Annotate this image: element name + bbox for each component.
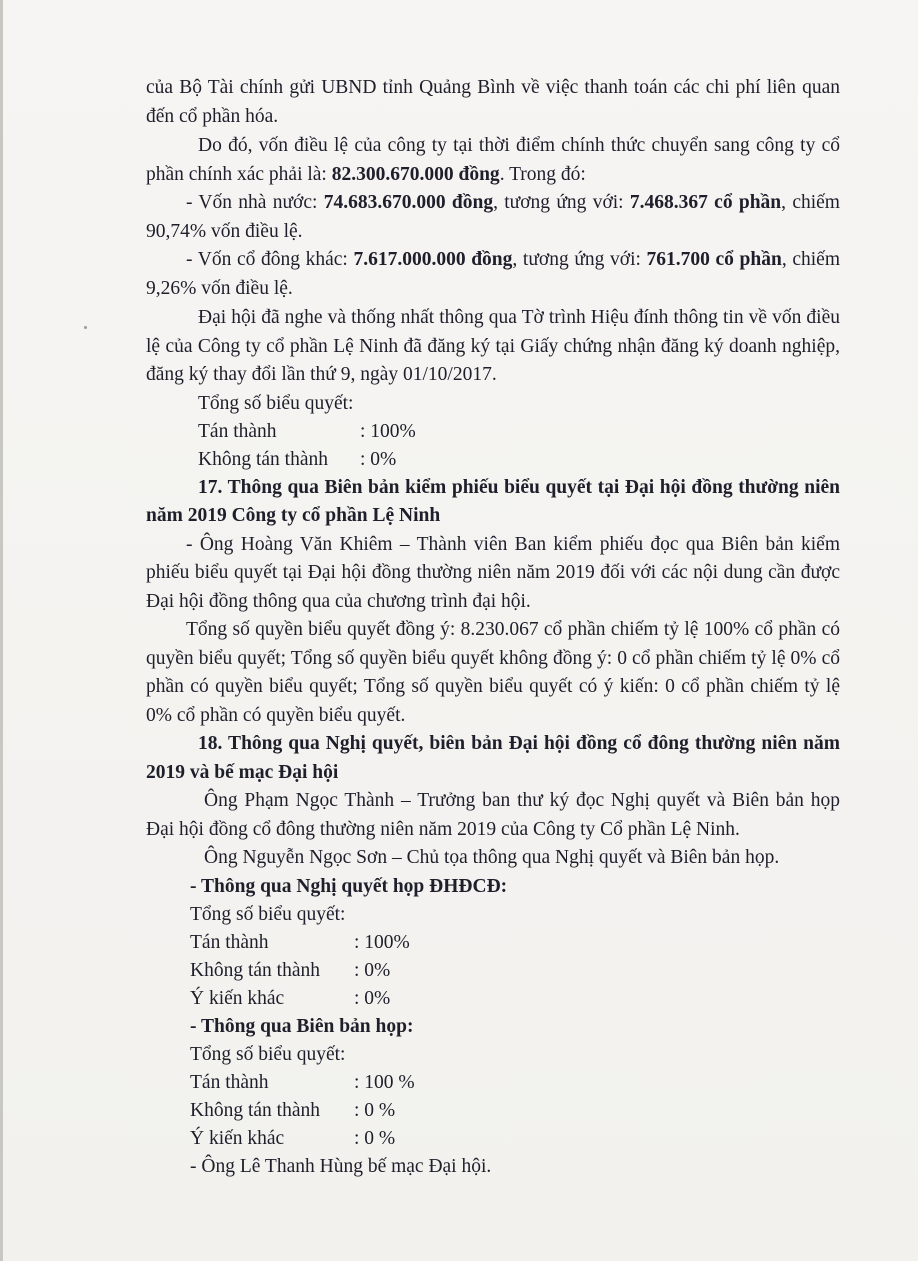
- paragraph-other-capital: [146, 246, 840, 303]
- vote-row-other: [190, 1125, 840, 1153]
- resolution-block: [146, 873, 840, 1181]
- paragraph-state-capital: [146, 189, 840, 246]
- section-17-paragraph-2: Tổng số quyền biểu quyết đồng ý: 8.230.067 cổ phần chiếm tỷ lệ 100% cổ phần có quyền biểu quyết; Tổng số quyền biểu quyết không đồng ý: 0 cổ phần chiếm tỷ lệ 0% cổ phần có quyền biểu quyết; Tổng số quyền biểu quyết có ý kiến: 0 cổ phần chiếm tỷ lệ 0% cổ phần có quyền biểu quyết.: [146, 619, 840, 726]
- vote-value: : 100 %: [354, 1071, 415, 1093]
- vote-label: Tán thành: [198, 420, 277, 442]
- vote-value: : 0%: [360, 448, 397, 470]
- other-capital-shares: 761.700 cổ phần: [646, 249, 782, 270]
- vote-label: Ý kiến khác: [190, 987, 285, 1009]
- vote-row-approve: [190, 929, 840, 957]
- scan-edge: [0, 0, 3, 1261]
- minutes-heading: [190, 1013, 840, 1041]
- closing-line: [190, 1153, 840, 1181]
- vote-value: : 100%: [360, 420, 416, 442]
- charter-capital-amount: 82.300.670.000 đồng: [331, 163, 500, 185]
- section-17-heading: 17. Thông qua Biên bản kiểm phiếu biểu quyết tại Đại hội đồng thường niên năm 2019 Công ty cổ phần Lệ Ninh: [146, 476, 840, 526]
- vote-title: [190, 901, 840, 929]
- vote-value: : 100%: [354, 931, 410, 953]
- vote-title: [198, 390, 840, 418]
- section-18-paragraph-2: Ông Nguyễn Ngọc Sơn – Chủ tọa thông qua Nghị quyết và Biên bản họp.: [204, 847, 780, 868]
- charter-capital-suffix: . Trong đó:: [499, 163, 586, 185]
- vote-title-text: Tổng số biểu quyết:: [198, 392, 354, 414]
- vote-label: Không tán thành: [190, 959, 320, 981]
- vote-row-disapprove: [190, 957, 840, 985]
- vote-title-text: Tổng số biểu quyết:: [190, 903, 346, 925]
- vote-value: : 0%: [354, 987, 391, 1009]
- vote-title: [190, 1041, 840, 1069]
- closing-text: - Ông Lê Thanh Hùng bế mạc Đại hội.: [190, 1155, 492, 1177]
- vote-value: : 0 %: [354, 1127, 396, 1149]
- vote-label: Tán thành: [190, 1071, 269, 1093]
- section-17-paragraph-1: - Ông Hoàng Văn Khiêm – Thành viên Ban kiểm phiếu đọc qua Biên bản kiểm phiếu biểu quyết tại Đại hội đồng thường niên năm 2019 đối với các nội dung cần được Đại hội đồng thông qua của chương trình đại hội.: [146, 533, 840, 612]
- resolution-heading-text: - Thông qua Nghị quyết họp ĐHĐCĐ:: [190, 875, 508, 897]
- state-capital-label: - Vốn nhà nước:: [186, 192, 324, 213]
- vote-row-disapprove: [190, 1097, 840, 1125]
- paragraph-cost-continuation: của Bộ Tài chính gửi UBND tỉnh Quảng Bình về việc thanh toán các chi phí liên quan đến cổ phần hóa.: [146, 77, 840, 127]
- charter-capital-text: Do đó, vốn điều lệ của công ty tại thời điểm chính thức chuyển sang công ty cổ phần chính xác phải là:: [146, 135, 840, 185]
- vote-title-text: Tổng số biểu quyết:: [190, 1043, 346, 1065]
- state-capital-ratio: , chiếm 90,74% vốn điều lệ.: [146, 192, 840, 242]
- vote-value: : 0 %: [354, 1099, 396, 1121]
- other-capital-mid: , tương ứng với:: [512, 249, 647, 270]
- vote-label: Không tán thành: [190, 1099, 320, 1121]
- vote-row-approve: [198, 418, 840, 446]
- paragraph-approval: Đại hội đã nghe và thống nhất thông qua Tờ trình Hiệu đính thông tin về vốn điều lệ của Công ty cổ phần Lệ Ninh đã đăng ký tại Giấy chứng nhận đăng ký doanh nghiệp, đăng ký thay đổi lần thứ 9, ngày 01/10/2017.: [146, 307, 840, 385]
- vote-row-other: [190, 985, 840, 1013]
- other-capital-ratio: , chiếm 9,26% vốn điều lệ.: [146, 249, 840, 299]
- vote-label: Không tán thành: [198, 448, 328, 470]
- state-capital-mid: , tương ứng với:: [493, 192, 630, 213]
- scan-speck: [84, 326, 87, 329]
- vote-label: Ý kiến khác: [190, 1127, 285, 1149]
- minutes-heading-text: - Thông qua Biên bản họp:: [190, 1015, 414, 1037]
- state-capital-amount: 74.683.670.000 đồng: [323, 192, 494, 213]
- paragraph-charter-capital: [146, 132, 840, 189]
- section-18-heading: 18. Thông qua Nghị quyết, biên bản Đại hội đồng cổ đông thường niên năm 2019 và bế mạc Đại hội: [146, 733, 840, 783]
- vote-value: : 0%: [354, 959, 391, 981]
- state-capital-shares: 7.468.367 cổ phần: [629, 192, 782, 213]
- other-capital-label: - Vốn cổ đông khác:: [186, 249, 354, 270]
- vote-summary-1: [146, 390, 840, 474]
- other-capital-amount: 7.617.000.000 đồng: [353, 249, 513, 270]
- vote-label: Tán thành: [190, 931, 269, 953]
- vote-row-disapprove: [198, 446, 840, 474]
- vote-row-approve: [190, 1069, 840, 1097]
- resolution-heading: [190, 873, 840, 901]
- section-18-paragraph-1: Ông Phạm Ngọc Thành – Trưởng ban thư ký đọc Nghị quyết và Biên bản họp Đại hội đồng cổ đông thường niên năm 2019 của Công ty Cổ phần Lệ Ninh.: [146, 790, 840, 840]
